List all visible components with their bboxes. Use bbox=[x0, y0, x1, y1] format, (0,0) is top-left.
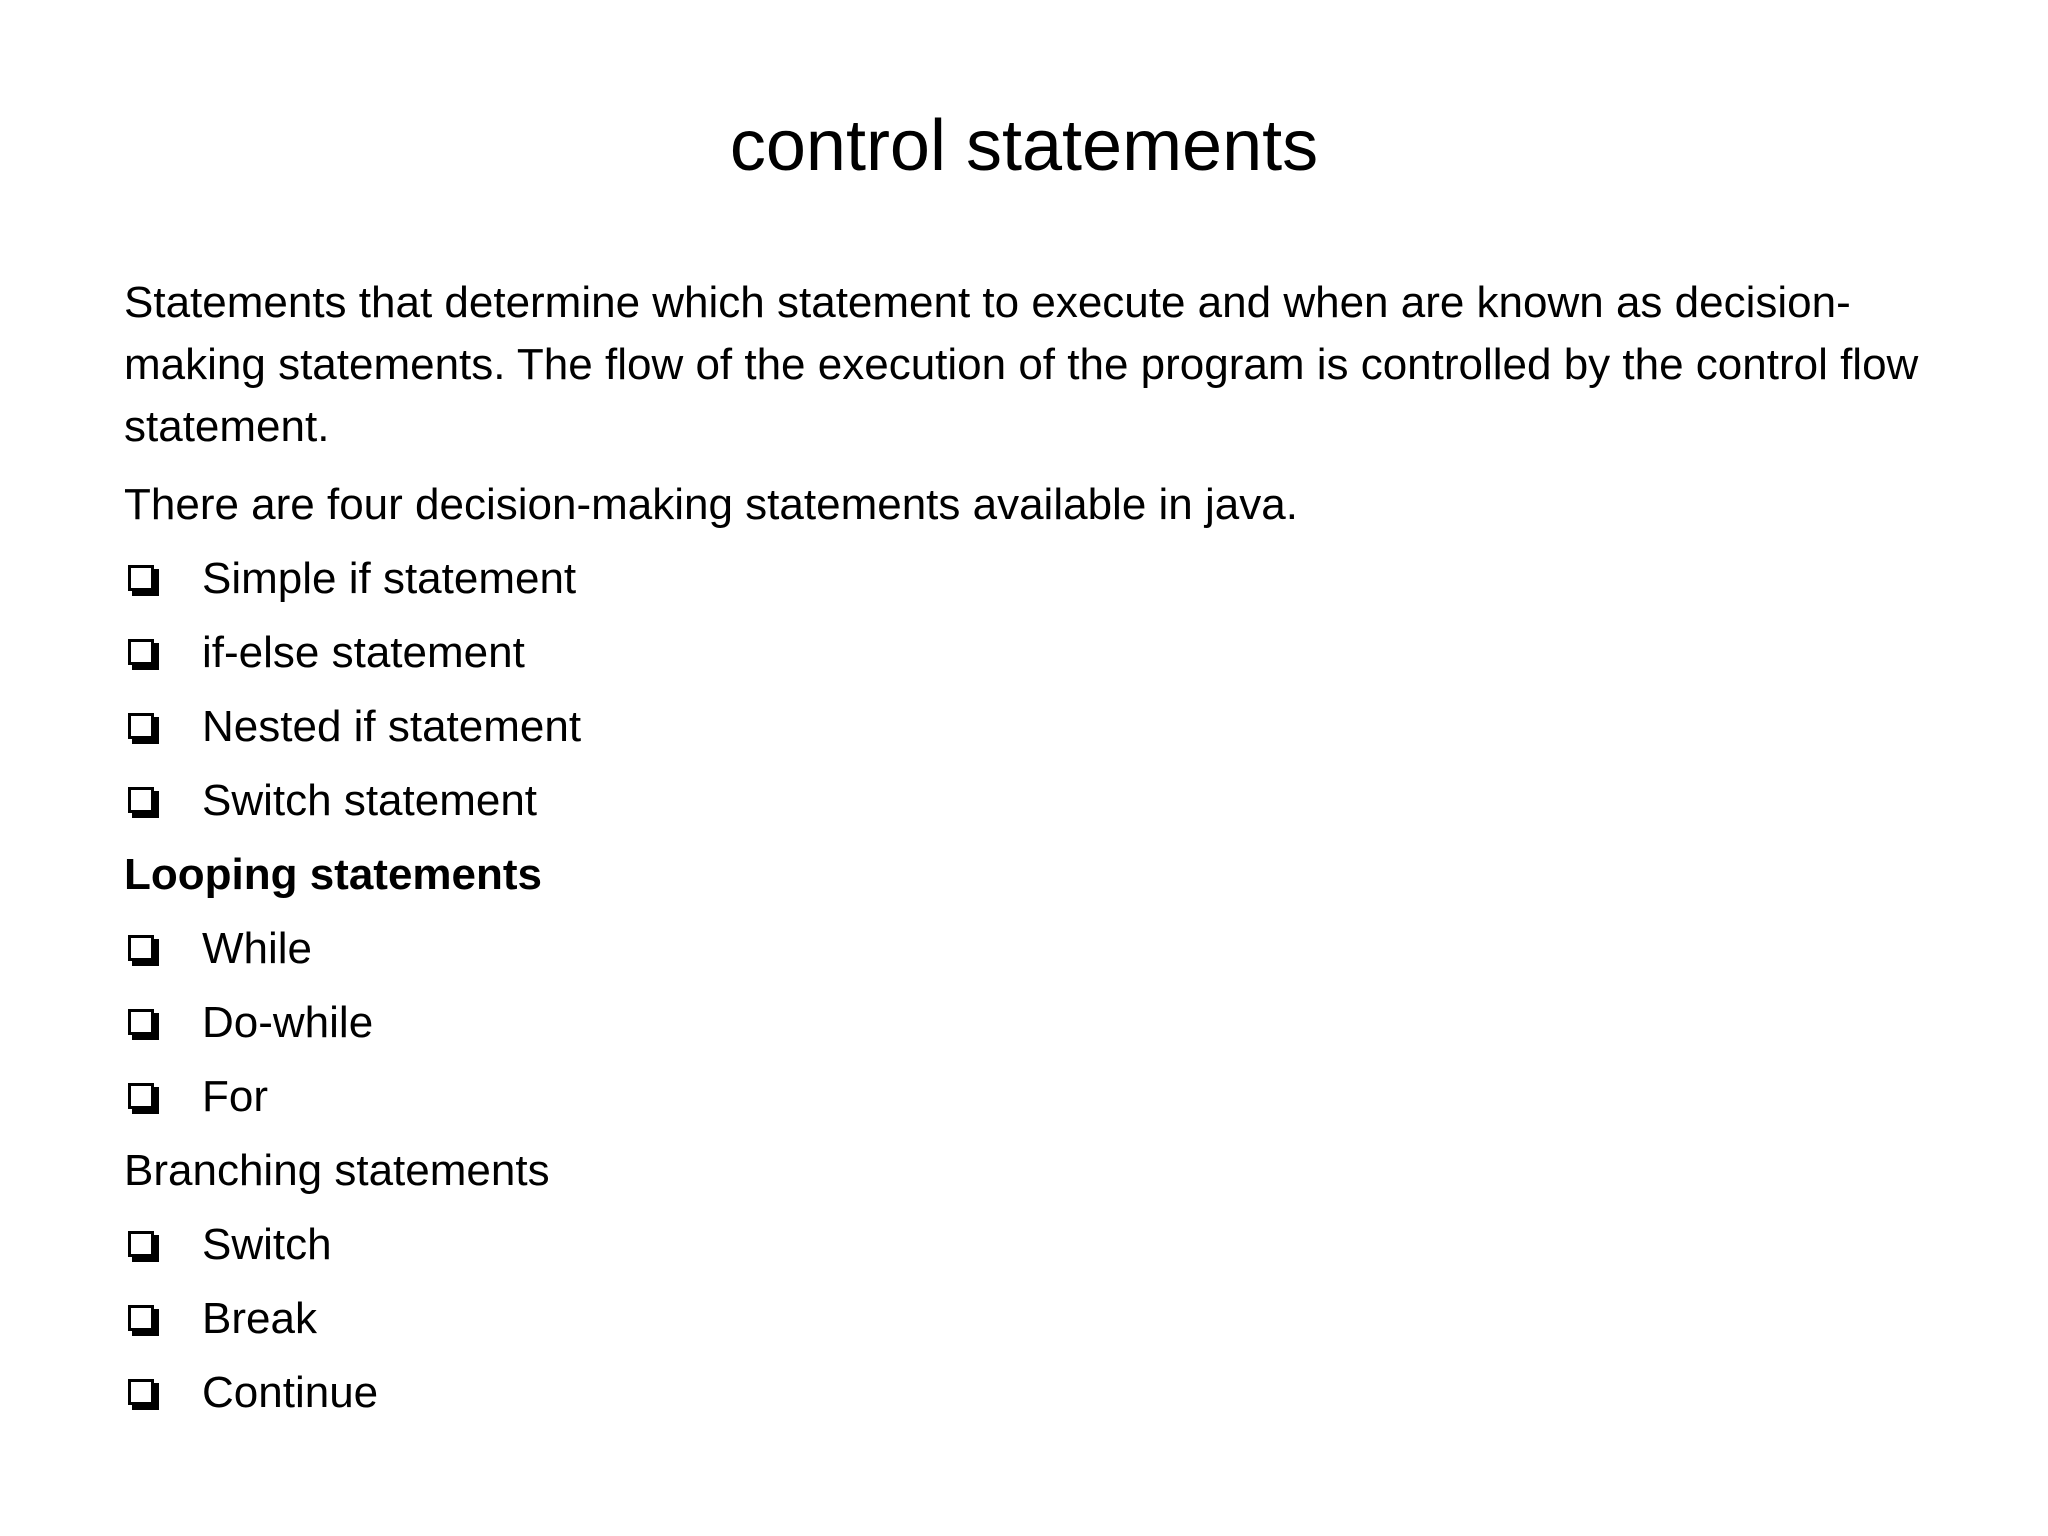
checkbox-square-icon bbox=[124, 986, 164, 1060]
list-item bbox=[124, 542, 1964, 616]
checkbox-square-icon bbox=[124, 616, 164, 690]
list-item-label: Do-while bbox=[202, 998, 374, 1047]
slide-body bbox=[124, 272, 1964, 1430]
list-item-label: Nested if statement bbox=[202, 702, 582, 751]
checkbox-square-icon bbox=[124, 764, 164, 838]
list-item bbox=[124, 986, 1964, 1060]
list-item-label: if-else statement bbox=[202, 628, 525, 677]
list-item bbox=[124, 616, 1964, 690]
intro-paragraph: Statements that determine which statement to execute and when are known as decision-making statements. The flow of the execution of the program is controlled by the control flow statement. bbox=[124, 278, 1919, 451]
list-item-label: Switch statement bbox=[202, 776, 538, 825]
checkbox-square-icon bbox=[124, 1060, 164, 1134]
checkbox-square-icon bbox=[124, 1356, 164, 1430]
list-item-label: Continue bbox=[202, 1368, 379, 1417]
list-item bbox=[124, 1060, 1964, 1134]
list-item-label: While bbox=[202, 924, 313, 973]
checkbox-square-icon bbox=[124, 912, 164, 986]
list-item-label: Break bbox=[202, 1294, 317, 1343]
checkbox-square-icon bbox=[124, 542, 164, 616]
list-item bbox=[124, 912, 1964, 986]
list-item bbox=[124, 1356, 1964, 1430]
checkbox-square-icon bbox=[124, 690, 164, 764]
looping-heading: Looping statements bbox=[124, 850, 543, 899]
list-item bbox=[124, 1282, 1964, 1356]
list-item bbox=[124, 690, 1964, 764]
slide-title: control statements bbox=[729, 106, 1319, 186]
decision-intro: There are four decision-making statements available in java. bbox=[124, 480, 1298, 529]
list-item bbox=[124, 764, 1964, 838]
checkbox-square-icon bbox=[124, 1208, 164, 1282]
list-item-label: For bbox=[202, 1072, 268, 1121]
checkbox-square-icon bbox=[124, 1282, 164, 1356]
list-item bbox=[124, 1208, 1964, 1282]
branching-heading: Branching statements bbox=[124, 1146, 550, 1195]
list-item-label: Simple if statement bbox=[202, 554, 577, 603]
list-item-label: Switch bbox=[202, 1220, 332, 1269]
